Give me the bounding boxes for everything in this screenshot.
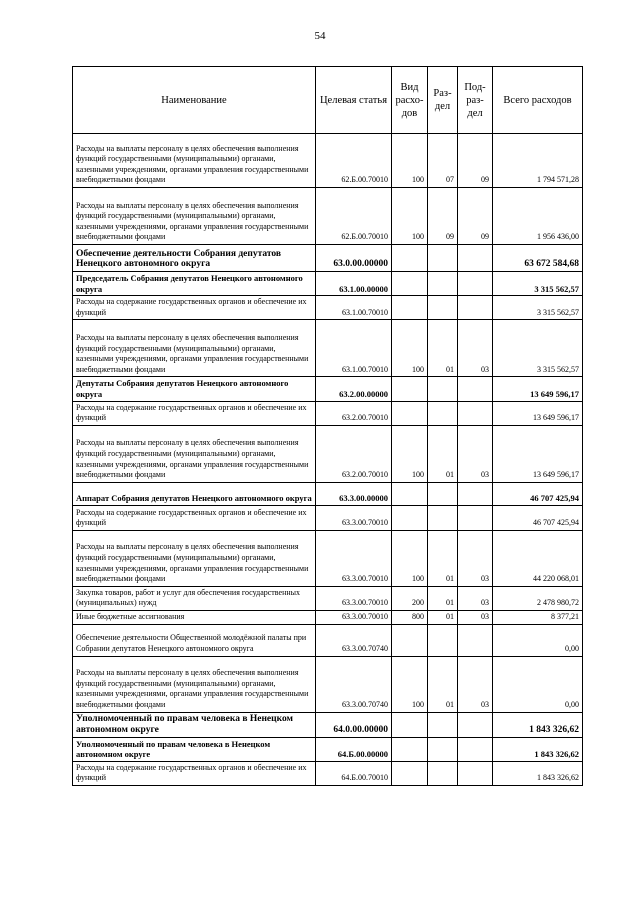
row-name-cell: Депутаты Собрания депутатов Ненецкого автономного округа (73, 377, 316, 401)
row-target-cell: 63.3.00.70740 (316, 624, 392, 656)
row-target-cell: 64.Б.00.00000 (316, 737, 392, 761)
row-kind-cell (392, 296, 428, 320)
row-subsection-cell: 03 (458, 586, 493, 610)
row-target-cell: 63.3.00.70010 (316, 530, 392, 586)
row-target-cell: 63.2.00.00000 (316, 377, 392, 401)
table-row (73, 296, 583, 320)
row-name-cell: Уполномоченный по правам человека в Ненецком автономном округе (73, 737, 316, 761)
row-kind-cell: 200 (392, 586, 428, 610)
row-kind-cell (392, 624, 428, 656)
header-target-article: Целевая статья (316, 67, 392, 134)
row-total-cell: 13 649 596,17 (493, 401, 583, 425)
row-subsection-cell: 03 (458, 610, 493, 624)
table-row (73, 401, 583, 425)
row-subsection-cell (458, 296, 493, 320)
row-kind-cell (392, 401, 428, 425)
row-total-cell: 0,00 (493, 624, 583, 656)
row-target-cell: 63.1.00.00000 (316, 272, 392, 296)
row-kind-cell: 100 (392, 188, 428, 245)
row-target-cell: 63.3.00.00000 (316, 482, 392, 505)
header-name: Наименование (73, 67, 316, 134)
row-subsection-cell (458, 624, 493, 656)
row-target-cell: 62.Б.00.70010 (316, 134, 392, 188)
expenditure-table (72, 66, 583, 786)
row-kind-cell: 100 (392, 320, 428, 377)
row-kind-cell (392, 761, 428, 785)
row-subsection-cell (458, 761, 493, 785)
row-name-cell: Расходы на выплаты персоналу в целях обеспечения выполнения функций государственными (муниципальными) органами, казенными учреждениями, органами управления государственными внебюджетными фондами (73, 320, 316, 377)
row-total-cell: 3 315 562,57 (493, 320, 583, 377)
row-total-cell: 44 220 068,01 (493, 530, 583, 586)
row-kind-cell (392, 712, 428, 737)
table-row (73, 134, 583, 188)
table-row (73, 624, 583, 656)
row-subsection-cell (458, 377, 493, 401)
row-subsection-cell (458, 505, 493, 530)
row-kind-cell: 100 (392, 425, 428, 482)
header-subsection: Под-раз-дел (458, 67, 493, 134)
row-total-cell: 8 377,21 (493, 610, 583, 624)
row-subsection-cell (458, 712, 493, 737)
row-target-cell: 62.Б.00.70010 (316, 188, 392, 245)
table-row (73, 188, 583, 245)
row-name-cell: Аппарат Собрания депутатов Ненецкого автономного округа (73, 482, 316, 505)
row-target-cell: 63.3.00.70010 (316, 586, 392, 610)
table-row (73, 377, 583, 401)
row-section-cell (428, 505, 458, 530)
row-name-cell: Иные бюджетные ассигнования (73, 610, 316, 624)
row-name-cell: Расходы на выплаты персоналу в целях обеспечения выполнения функций государственными (муниципальными) органами, казенными учреждениями, органами управления государственными внебюджетными фондами (73, 656, 316, 712)
row-target-cell: 64.0.00.00000 (316, 712, 392, 737)
table-row (73, 712, 583, 737)
row-total-cell: 13 649 596,17 (493, 377, 583, 401)
row-target-cell: 63.0.00.00000 (316, 245, 392, 272)
row-section-cell (428, 482, 458, 505)
row-kind-cell (392, 377, 428, 401)
row-kind-cell: 100 (392, 656, 428, 712)
row-section-cell: 01 (428, 425, 458, 482)
row-name-cell: Расходы на выплаты персоналу в целях обеспечения выполнения функций государственными (муниципальными) органами, казенными учреждениями, органами управления государственными внебюджетными фондами (73, 530, 316, 586)
table-row (73, 737, 583, 761)
row-total-cell: 0,00 (493, 656, 583, 712)
row-subsection-cell: 09 (458, 188, 493, 245)
row-section-cell (428, 737, 458, 761)
header-section: Раз-дел (428, 67, 458, 134)
table-row (73, 656, 583, 712)
table-row (73, 505, 583, 530)
row-section-cell: 09 (428, 188, 458, 245)
row-subsection-cell (458, 272, 493, 296)
row-name-cell: Расходы на выплаты персоналу в целях обеспечения выполнения функций государственными (муниципальными) органами, казенными учреждениями, органами управления государственными внебюджетными фондами (73, 134, 316, 188)
row-total-cell: 1 956 436,00 (493, 188, 583, 245)
table-row (73, 610, 583, 624)
row-kind-cell (392, 505, 428, 530)
row-section-cell: 07 (428, 134, 458, 188)
row-name-cell: Расходы на содержание государственных органов и обеспечение их функций (73, 761, 316, 785)
row-name-cell: Закупка товаров, работ и услуг для обеспечения государственных (муниципальных) нужд (73, 586, 316, 610)
row-name-cell: Обеспечение деятельности Собрания депутатов Ненецкого автономного округа (73, 245, 316, 272)
table-row (73, 482, 583, 505)
row-target-cell: 63.1.00.70010 (316, 320, 392, 377)
row-section-cell (428, 377, 458, 401)
page-number: 54 (314, 30, 326, 42)
row-kind-cell (392, 737, 428, 761)
row-total-cell: 1 843 326,62 (493, 737, 583, 761)
table-row (73, 245, 583, 272)
row-total-cell: 46 707 425,94 (493, 482, 583, 505)
row-target-cell: 63.2.00.70010 (316, 425, 392, 482)
table-row (73, 530, 583, 586)
row-total-cell: 1 794 571,28 (493, 134, 583, 188)
row-section-cell: 01 (428, 320, 458, 377)
row-target-cell: 63.3.00.70740 (316, 656, 392, 712)
row-total-cell: 3 315 562,57 (493, 296, 583, 320)
row-name-cell: Расходы на содержание государственных органов и обеспечение их функций (73, 296, 316, 320)
table-header-row (73, 67, 583, 134)
row-section-cell (428, 401, 458, 425)
row-total-cell: 3 315 562,57 (493, 272, 583, 296)
table-row (73, 320, 583, 377)
row-name-cell: Обеспечение деятельности Общественной молодёжной палаты при Собрании депутатов Ненецкого автономного округа (73, 624, 316, 656)
row-total-cell: 1 843 326,62 (493, 761, 583, 785)
header-expense-kind: Вид расхо-дов (392, 67, 428, 134)
row-subsection-cell (458, 245, 493, 272)
row-subsection-cell: 03 (458, 320, 493, 377)
row-section-cell (428, 272, 458, 296)
row-section-cell (428, 761, 458, 785)
table-row (73, 761, 583, 785)
row-name-cell: Расходы на содержание государственных органов и обеспечение их функций (73, 505, 316, 530)
header-total: Всего расходов (493, 67, 583, 134)
row-total-cell: 1 843 326,62 (493, 712, 583, 737)
row-kind-cell (392, 272, 428, 296)
row-name-cell: Уполномоченный по правам человека в Ненецком автономном округе (73, 712, 316, 737)
row-subsection-cell: 03 (458, 656, 493, 712)
row-target-cell: 63.3.00.70010 (316, 505, 392, 530)
row-target-cell: 63.1.00.70010 (316, 296, 392, 320)
row-section-cell: 01 (428, 610, 458, 624)
row-subsection-cell: 09 (458, 134, 493, 188)
row-total-cell: 13 649 596,17 (493, 425, 583, 482)
row-target-cell: 64.Б.00.70010 (316, 761, 392, 785)
row-name-cell: Расходы на содержание государственных органов и обеспечение их функций (73, 401, 316, 425)
row-section-cell: 01 (428, 586, 458, 610)
row-section-cell: 01 (428, 530, 458, 586)
row-subsection-cell (458, 737, 493, 761)
row-total-cell: 63 672 584,68 (493, 245, 583, 272)
row-kind-cell: 800 (392, 610, 428, 624)
row-subsection-cell (458, 401, 493, 425)
row-section-cell (428, 245, 458, 272)
table-row (73, 586, 583, 610)
table-row (73, 272, 583, 296)
row-subsection-cell (458, 482, 493, 505)
table-body (73, 134, 583, 786)
row-section-cell: 01 (428, 656, 458, 712)
row-total-cell: 2 478 980,72 (493, 586, 583, 610)
row-name-cell: Расходы на выплаты персоналу в целях обеспечения выполнения функций государственными (муниципальными) органами, казенными учреждениями, органами управления государственными внебюджетными фондами (73, 188, 316, 245)
row-kind-cell (392, 482, 428, 505)
row-total-cell: 46 707 425,94 (493, 505, 583, 530)
row-subsection-cell: 03 (458, 425, 493, 482)
table-row (73, 425, 583, 482)
row-section-cell (428, 624, 458, 656)
row-section-cell (428, 712, 458, 737)
row-target-cell: 63.2.00.70010 (316, 401, 392, 425)
row-target-cell: 63.3.00.70010 (316, 610, 392, 624)
row-name-cell: Председатель Собрания депутатов Ненецкого автономного округа (73, 272, 316, 296)
row-section-cell (428, 296, 458, 320)
row-subsection-cell: 03 (458, 530, 493, 586)
row-name-cell: Расходы на выплаты персоналу в целях обеспечения выполнения функций государственными (муниципальными) органами, казенными учреждениями, органами управления государственными внебюджетными фондами (73, 425, 316, 482)
row-kind-cell: 100 (392, 530, 428, 586)
row-kind-cell (392, 245, 428, 272)
row-kind-cell: 100 (392, 134, 428, 188)
